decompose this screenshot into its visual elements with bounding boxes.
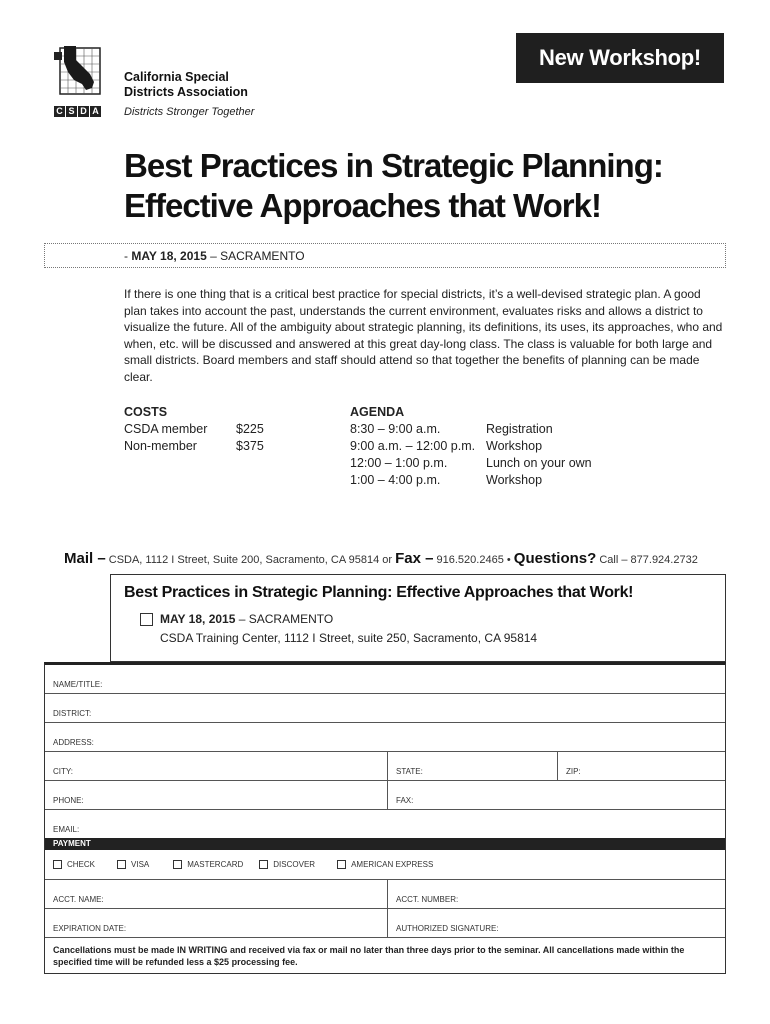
authorized-signature-field[interactable]: AUTHORIZED SIGNATURE:	[387, 909, 725, 937]
checkbox[interactable]	[117, 860, 126, 869]
form-row	[45, 752, 725, 781]
mail-label: Mail –	[64, 550, 106, 567]
logo-letter: C	[54, 106, 65, 117]
form-row	[45, 694, 725, 723]
registration-date: MAY 18, 2015	[160, 612, 236, 626]
payment-option-label: DISCOVER	[273, 860, 316, 869]
payment-option-label: MASTERCARD	[187, 860, 244, 869]
acct-name-field[interactable]: ACCT. NAME:	[53, 895, 104, 904]
title-line2: Effective Approaches that Work!	[124, 187, 601, 224]
org-name-line1: California Special	[124, 70, 229, 84]
payment-option-mastercard[interactable]	[173, 860, 243, 869]
district-field[interactable]: DISTRICT:	[53, 709, 92, 718]
date-prefix: -	[124, 249, 132, 263]
agenda-time: 12:00 – 1:00 p.m.	[350, 456, 448, 470]
fax-field[interactable]: FAX:	[387, 781, 725, 809]
agenda-item: Workshop	[486, 439, 543, 453]
form-row	[45, 781, 725, 810]
cost-label: CSDA member	[124, 422, 208, 436]
cost-row	[124, 438, 264, 455]
cost-price: $225	[236, 422, 264, 436]
phone-field[interactable]: PHONE:	[53, 796, 84, 805]
cost-label: Non-member	[124, 439, 197, 453]
logo-letter: S	[66, 106, 77, 117]
city-field[interactable]: CITY:	[53, 767, 74, 776]
event-city: SACRAMENTO	[220, 249, 305, 263]
questions-label: Questions?	[513, 550, 597, 567]
registration-venue: CSDA Training Center, 1112 I Street, suite 250, Sacramento, CA 95814	[160, 631, 538, 645]
org-name-line2: Districts Association	[124, 85, 248, 99]
payment-option-label: VISA	[131, 860, 150, 869]
payment-option-visa[interactable]	[117, 860, 149, 869]
form-row	[45, 909, 725, 938]
registration-title: Best Practices in Strategic Planning: Effective Approaches that Work!	[124, 584, 634, 601]
registration-separator: –	[235, 612, 249, 626]
agenda-row	[350, 455, 592, 472]
payment-option-amex[interactable]	[337, 860, 433, 869]
payment-option-label: CHECK	[67, 860, 96, 869]
checkbox[interactable]	[337, 860, 346, 869]
payment-option-check[interactable]	[53, 860, 95, 869]
checkbox[interactable]	[173, 860, 182, 869]
org-tagline: Districts Stronger Together	[124, 106, 255, 118]
payment-options	[45, 850, 725, 880]
registration-form	[44, 662, 726, 974]
form-row	[45, 665, 725, 694]
payment-option-label: AMERICAN EXPRESS	[351, 860, 434, 869]
cancellation-policy: Cancellations must be made IN WRITING and received via fax or mail no later than three days prior to the seminar. All cancellations made within the specified time will be refunded less a $25 processing fee.	[53, 945, 685, 967]
fax-label: Fax –	[395, 550, 434, 567]
agenda-heading: AGENDA	[350, 405, 405, 419]
costs-heading: COSTS	[124, 405, 168, 419]
logo-letter: D	[78, 106, 89, 117]
registration-city: SACRAMENTO	[248, 612, 334, 626]
name-title-field[interactable]: NAME/TITLE:	[53, 680, 103, 689]
checkbox[interactable]	[259, 860, 268, 869]
state-field[interactable]: STATE:	[387, 752, 557, 780]
session-checkbox[interactable]	[140, 613, 153, 626]
payment-heading: PAYMENT	[45, 838, 725, 850]
agenda-time: 1:00 – 4:00 p.m.	[350, 473, 441, 487]
zip-field[interactable]: ZIP:	[557, 752, 725, 780]
title-line1: Best Practices in Strategic Planning:	[124, 147, 663, 184]
agenda-row	[350, 472, 592, 489]
agenda-item: Workshop	[486, 473, 543, 487]
logo-letters	[54, 106, 102, 117]
agenda-section	[350, 404, 592, 489]
address-field[interactable]: ADDRESS:	[53, 738, 94, 747]
payment-option-discover[interactable]	[259, 860, 315, 869]
costs-section	[124, 404, 264, 455]
logo-letter: A	[90, 106, 101, 117]
agenda-time: 8:30 – 9:00 a.m.	[350, 422, 441, 436]
org-name	[124, 70, 248, 100]
cost-price: $375	[236, 439, 264, 453]
agenda-item: Registration	[486, 422, 553, 436]
agenda-time: 9:00 a.m. – 12:00 p.m.	[350, 439, 476, 453]
date-separator: –	[206, 249, 221, 263]
cost-row	[124, 421, 264, 438]
event-date: MAY 18, 2015	[131, 249, 207, 263]
mail-address: CSDA, 1112 I Street, Suite 200, Sacramento, CA 95814 or	[105, 554, 396, 566]
registration-date-line	[160, 612, 333, 626]
agenda-item: Lunch on your own	[486, 456, 592, 470]
form-row	[45, 723, 725, 752]
csda-logo-icon	[54, 44, 104, 102]
event-date-line	[124, 249, 305, 263]
expiration-date-field[interactable]: EXPIRATION DATE:	[53, 924, 127, 933]
acct-number-field[interactable]: ACCT. NUMBER:	[387, 880, 725, 908]
event-description: If there is one thing that is a critical best practice for special districts, it’s a well-devised strategic plan. A good plan takes into account the past, understands the current environment, evaluates risks and allows a district to visualize the future. All of the ambiguity about strategic planning, its definitions, its uses, its approaches, who and when, etc. will be discussed and answered at this great day-long class. The class is valuable for both large and small districts. Board members and staff should attend so that together the benefits of planning can be made clear.	[124, 287, 723, 384]
form-row	[45, 810, 725, 838]
page-title	[124, 146, 724, 226]
new-workshop-banner: New Workshop!	[516, 33, 724, 83]
contact-line	[64, 550, 698, 567]
email-field[interactable]: EMAIL:	[53, 825, 80, 834]
agenda-row	[350, 421, 592, 438]
agenda-row	[350, 438, 592, 455]
fax-number: 916.520.2465 •	[433, 554, 514, 566]
questions-phone: Call – 877.924.2732	[596, 554, 698, 566]
checkbox[interactable]	[53, 860, 62, 869]
form-row	[45, 880, 725, 909]
